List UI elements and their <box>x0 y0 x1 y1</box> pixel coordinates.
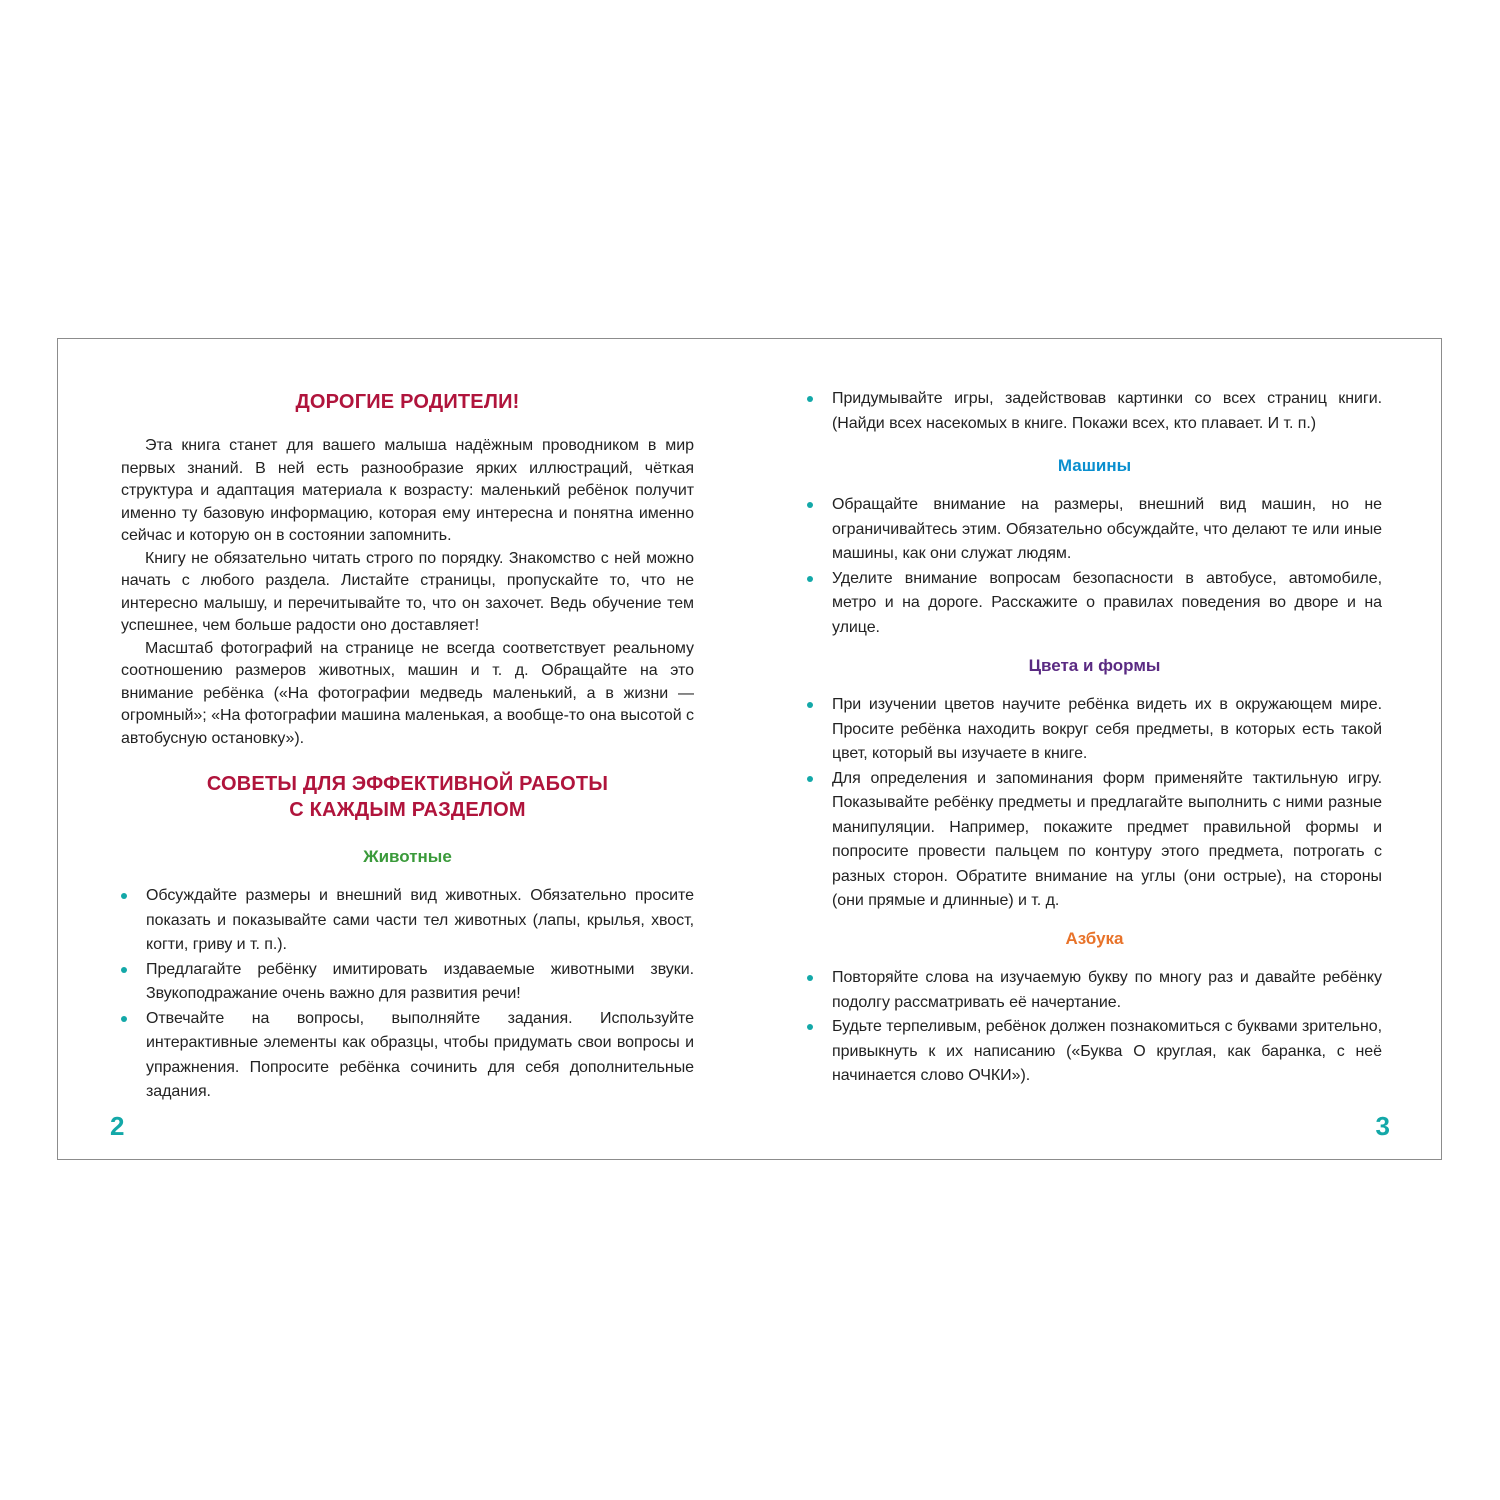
bullet-icon <box>807 576 813 582</box>
bullet-icon <box>121 893 127 899</box>
colors-shapes-list <box>807 693 1382 914</box>
list-item-text: Обсуждайте размеры и внешний вид животных. Обязательно просите показать и показывайте сами части тел животных (лапы, крылья, хвост, когти, гриву и т. п.). <box>146 887 694 953</box>
intro-paragraph: Эта книга станет для вашего малыша надёжным проводником в мир первых знаний. В ней есть разнообразие ярких иллюстраций, чёткая структура и адаптация материала к возрасту: маленький ребёнок получит именно ту базовую информацию, которая ему интересна и понятна именно сейчас и которую он в состоянии запомнить. <box>121 437 694 544</box>
list-item-text: Отвечайте на вопросы, выполняйте задания. Используйте интерактивные элементы как образцы, чтобы придумать свои вопросы и упражнения. Попросите ребёнка сочинить для себя дополнительные задания. <box>146 1009 694 1100</box>
list-item-text: Предлагайте ребёнку имитировать издаваемые животными звуки. Звукоподражание очень важно для развития речи! <box>146 960 694 1002</box>
tips-section <box>121 771 694 823</box>
intro-paragraph: Книгу не обязательно читать строго по порядку. Знакомство с ней можно начать с любого раздела. Листайте страницы, пропускайте то, что не интересно малышу, и перечитывайте то, что он захочет. Ведь обучение тем успешнее, чем больше радости оно доставляет! <box>121 549 694 634</box>
list-item <box>807 493 1382 567</box>
alphabet-heading: Азбука <box>1065 929 1124 948</box>
list-item <box>807 693 1382 767</box>
bullet-icon <box>807 502 813 508</box>
cars-heading: Машины <box>1057 456 1132 475</box>
tips-title-line: СОВЕТЫ ДЛЯ ЭФФЕКТИВНОЙ РАБОТЫ <box>206 773 609 795</box>
cars-section <box>807 455 1382 640</box>
list-item-text: При изучении цветов научите ребёнка видеть их в окружающем мире. Просите ребёнка находить вокруг себя предметы, в которых есть такой цвет, который вы изучаете в книге. <box>832 696 1382 762</box>
list-item <box>807 966 1382 1015</box>
list-item <box>807 387 1382 436</box>
games-section <box>807 387 1382 436</box>
left-page <box>58 339 750 1159</box>
animals-section <box>121 846 694 1105</box>
list-item-text: Повторяйте слова на изучаемую букву по многу раз и давайте ребёнку подолгу рассматривать её начертание. <box>832 969 1382 1011</box>
book-spread <box>57 338 1442 1160</box>
page-number-left: 2 <box>110 1111 125 1141</box>
intro-paragraph: Масштаб фотографий на странице не всегда соответствует реальному соотношению размеров животных, машин и т. д. Обращайте на это внимание ребёнка («На фотографии медведь маленький, а в жизни — огромный»; «На фотографии машина маленькая, а вообще-то она высотой с автобусную остановку»). <box>121 639 694 747</box>
colors-shapes-section <box>807 655 1382 914</box>
list-item-text: Уделите внимание вопросам безопасности в автобусе, автомобиле, метро и на дороге. Расскажите о правилах поведения во дворе и на улице. <box>832 569 1382 636</box>
bullet-icon <box>121 967 127 973</box>
list-item-text: Будьте терпеливым, ребёнок должен познакомиться с буквами зрительно, привыкнуть к их написанию («Буква О круглая, как баранка, с неё начинается слово ОЧКИ»). <box>832 1018 1382 1084</box>
list-item <box>807 567 1382 641</box>
animals-heading: Животные <box>363 847 452 866</box>
bullet-icon <box>807 396 813 402</box>
right-page <box>750 339 1442 1159</box>
bullet-icon <box>807 702 813 708</box>
bullet-icon <box>807 776 813 782</box>
animals-list <box>121 884 694 1105</box>
list-item <box>121 1007 694 1105</box>
alphabet-section <box>807 928 1382 1089</box>
colors-shapes-heading: Цвета и формы <box>1028 656 1161 675</box>
list-item <box>807 1015 1382 1089</box>
list-item <box>121 958 694 1007</box>
tips-title <box>121 771 694 823</box>
bullet-icon <box>807 1024 813 1030</box>
list-item <box>121 884 694 958</box>
list-item-text: Для определения и запоминания форм применяйте тактильную игру. Показывайте ребёнку предметы и предлагайте выполнить с ними разные манипуляции. Например, покажите предмет правильной формы и попросите провести пальцем по контуру этого предмета, потрогать с разных сторон. Обратите внимание на углы (они острые), на стороны (они прямые и длинные) и т. д. <box>832 769 1382 909</box>
page-title: ДОРОГИЕ РОДИТЕЛИ! <box>295 391 520 413</box>
games-list <box>807 387 1382 436</box>
bullet-icon <box>121 1016 127 1022</box>
tips-title-line: С КАЖДЫМ РАЗДЕЛОМ <box>289 799 526 821</box>
alphabet-list <box>807 966 1382 1089</box>
list-item-text: Придумывайте игры, задействовав картинки со всех страниц книги. (Найди всех насекомых в книге. Покажи всех, кто плавает. И т. п.) <box>832 390 1382 432</box>
intro-section <box>121 389 694 750</box>
list-item-text: Обращайте внимание на размеры, внешний вид машин, но не ограничивайтесь этим. Обязательно обсуждайте, что делают те или иные машины, как они служат людям. <box>832 496 1382 562</box>
bullet-icon <box>807 975 813 981</box>
cars-list <box>807 493 1382 640</box>
list-item <box>807 767 1382 914</box>
page-number-right: 3 <box>1375 1111 1390 1141</box>
